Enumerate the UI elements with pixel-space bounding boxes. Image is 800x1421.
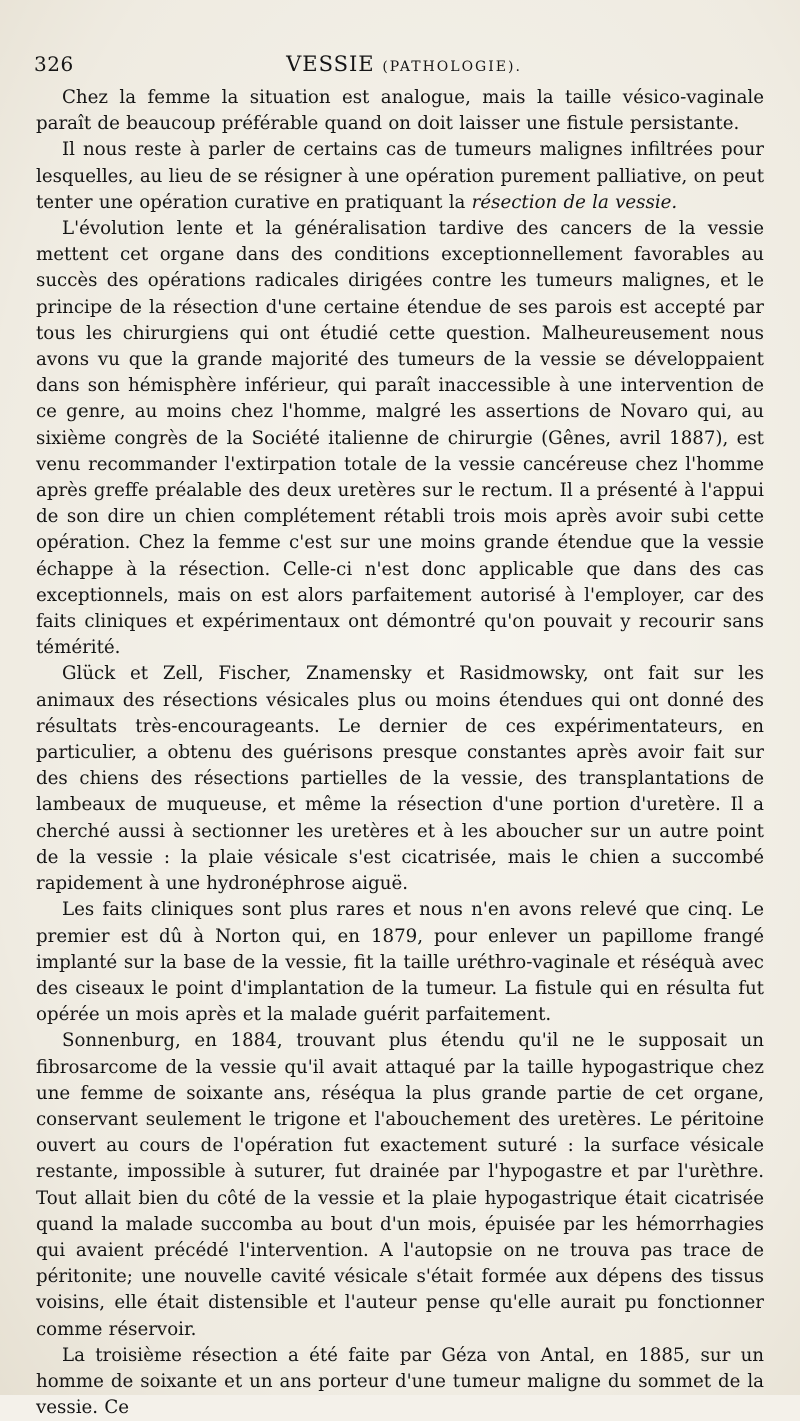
- paragraph-text: L'évolution lente et la généralisation tardive des cancers de la vessie mettent cet organe dans des conditions exceptionnellement favorables au succès des opérations radicales dirigées contre les tumeurs malignes, et le principe de la résection d'une certaine étendue de ses parois est accepté par tous les chirurgiens qui ont étudié cette question. Malheureusement nous avons vu que la grande majorité des tumeurs de la vessie se développaient dans son hémisphère inférieur, qui paraît inaccessible à une intervention de ce genre, au moins chez l'homme, malgré les assertions de Novaro qui, au sixième congrès de la Société italienne de chirurgie (Gênes, avril 1887), est venu recommander l'extirpation totale de la vessie cancéreuse chez l'homme après greffe préalable des deux uretères sur le rectum. Il a présenté à l'appui de son dire un chien complétement rétabli trois mois après avoir subi cette opération. Chez la femme c'est sur une moins grande étendue que la vessie échappe à la résection. Celle-ci n'est donc applicable que dans des cas exceptionnels, mais on est alors parfaitement autorisé à l'employer, car des faits cliniques et expérimentaux ont démontré qu'on pouvait y recourir sans témérité.: [36, 218, 764, 659]
- body-text: [36, 85, 764, 1421]
- paragraph-text: La troisième résection a été faite par Géza von Antal, en 1885, sur un homme de soixante et un ans porteur d'une tumeur maligne du sommet de la vessie. Ce: [36, 1344, 764, 1419]
- running-head-title: VESSIE: [286, 52, 375, 76]
- paragraph: [36, 897, 764, 1028]
- paragraph-text: Les faits cliniques sont plus rares et nous n'en avons relevé que cinq. Le premier est dû à Norton qui, en 1879, pour enlever un papillome frangé implanté sur la base de la vessie, fit la taille uréthro-vaginale et réséquà avec des ciseaux le point d'implantation de la tumeur. La fistule qui en résulta fut opérée un mois après et la malade guérit parfaitement.: [36, 899, 764, 1026]
- paragraph-text: Il nous reste à parler de certains cas de tumeurs malignes infiltrées pour lesquelles, au lieu de se résigner à une opération purement palliative, on peut tenter une opération curative en pratiquant la: [36, 139, 764, 213]
- paragraph-emphasis: résection de la vessie.: [471, 191, 678, 213]
- paragraph: [36, 1343, 764, 1421]
- paragraph: [36, 661, 764, 897]
- paragraph: [36, 85, 764, 137]
- paragraph-text: Chez la femme la situation est analogue, mais la taille vésico-vaginale paraît de beaucoup préférable quand on doit laisser une fistule persistante.: [36, 87, 764, 135]
- paragraph-text: Sonnenburg, en 1884, trouvant plus étendu qu'il ne le supposait un fibrosarcome de la vessie qu'il avait attaqué par la taille hypogastrique chez une femme de soixante ans, réséqua la plus grande partie de cet organe, conservant seulement le trigone et l'abouchement des uretères. Le péritoine ouvert au cours de l'opération fut exactement suturé : la surface vésicale restante, impossible à suturer, fut drainée par l'hypogastre et par l'urèthre. Tout allait bien du côté de la vessie et la plaie hypogastrique était cicatrisée quand la malade succomba au bout d'un mois, épuisée par les hémorrhagies qui avaient précédé l'intervention. A l'autopsie on ne trouva pas trace de péritonite; une nouvelle cavité vésicale s'était formée aux dépens des tissus voisins, elle était distensible et l'auteur pense qu'elle aurait pu fonctionner comme réservoir.: [36, 1030, 764, 1340]
- page-header: [34, 52, 774, 82]
- paragraph-text: Glück et Zell, Fischer, Znamensky et Rasidmowsky, ont fait sur les animaux des résections vésicales plus ou moins étendues qui ont donné des résultats très-encourageants. Le dernier de ces expérimentateurs, en particulier, a obtenu des guérisons presque constantes après avoir fait sur des chiens des résections partielles de la vessie, des transplantations de lambeaux de muqueuse, et même la résection d'une portion d'uretère. Il a cherché aussi à sectionner les uretères et à les aboucher sur un autre point de la vessie : la plaie vésicale s'est cicatrisée, mais le chien a succombé rapidement à une hydronéphrose aiguë.: [36, 663, 764, 895]
- running-head-subtitle: (PATHOLOGIE).: [382, 59, 522, 75]
- page-number: 326: [34, 52, 74, 76]
- paragraph: [36, 216, 764, 661]
- running-head: [34, 52, 774, 76]
- paragraph: [36, 137, 764, 216]
- paragraph: [36, 1028, 764, 1342]
